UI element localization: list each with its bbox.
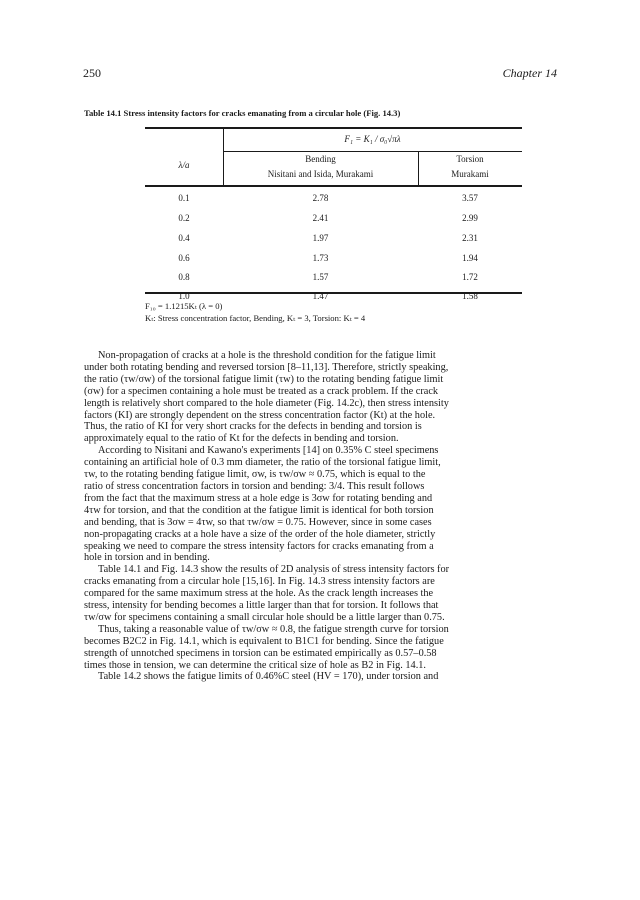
chapter-label: Chapter 14 xyxy=(502,66,557,80)
table-row-torsion: 2.99 xyxy=(462,213,478,223)
text-line: τw/σw for specimens containing a small circular hole should be a little larger than 0.75. xyxy=(84,611,445,623)
text-line: stress, intensity for bending becomes a little larger than that for torsion. It follows that xyxy=(84,600,439,612)
text-line: containing an artificial hole of 0.3 mm diameter, the ratio of the torsional fatigue limit, xyxy=(84,457,441,469)
paragraph xyxy=(84,445,556,564)
page-number: 250 xyxy=(83,66,101,80)
text-line: under both rotating bending and reversed torsion [8–11,13]. Therefore, strictly speaking, xyxy=(84,361,449,373)
text-line: becomes B2C2 in Fig. 14.1, which is equivalent to B1C1 for bending. Since the fatigue xyxy=(84,635,444,647)
text-line: strength of unnotched specimens in torsion can be estimated empirically as 0.57–0.58 xyxy=(84,647,437,659)
column-source-torsion: Murakami xyxy=(451,169,489,179)
table-group-rule xyxy=(223,151,522,152)
column-source-bending: Nisitani and Isida, Murakami xyxy=(267,169,374,179)
table-footnotes xyxy=(145,300,545,324)
text-line: and bending, that is 3σw = 4τw, so that τw/σw = 0.75. However, since in some cases xyxy=(84,516,432,528)
text-line: ratio of stress concentration factors in torsion and bending: 3/4. This result follows xyxy=(84,480,425,492)
table-row-bending: 1.47 xyxy=(312,291,329,301)
table-header-rule xyxy=(145,185,522,187)
paragraph xyxy=(84,624,556,672)
table-row-torsion: 1.94 xyxy=(462,253,478,263)
text-line: non-propagating cracks at a hole have a size of the order of the hole diameter, strictly xyxy=(84,528,436,540)
text-line: Table 14.2 shows the fatigue limits of 0.46%C steel (HV = 170), under torsion and xyxy=(98,671,439,683)
text-line: hole in torsion and in bending. xyxy=(84,552,210,564)
text-line: Non-propagation of cracks at a hole is the threshold condition for the fatigue limit xyxy=(98,350,436,361)
text-line: τw, to the rotating bending fatigue limit, σw, is τw/σw ≈ 0.75, which is equal to the xyxy=(84,469,426,481)
table-row-ratio: 0.2 xyxy=(178,213,190,223)
table-row-bending: 1.73 xyxy=(312,253,329,263)
table-caption xyxy=(84,108,564,118)
text-line: Thus, the ratio of KI for very short cracks for the defects in bending and torsion is xyxy=(84,421,422,433)
text-line: 4τw for torsion, and that the condition at the fatigue limit is identical for both torsion xyxy=(84,504,434,516)
text-line: approximately equal to the ratio of Kt for the defects in bending and torsion. xyxy=(84,433,399,445)
footnote-f10: F₁₀ = 1.1215Kₜ (λ = 0) xyxy=(145,301,223,311)
table-caption-text: Table 14.1 Stress intensity factors for cracks emanating from a circular hole (Fig. 14.3) xyxy=(84,108,401,118)
table-row-torsion: 2.31 xyxy=(462,233,478,243)
text-line: times those in tension, we can determine the critical size of hole as B2 in Fig. 14.1. xyxy=(84,659,427,671)
text-line: Table 14.1 and Fig. 14.3 show the results of 2D analysis of stress intensity factors for xyxy=(98,564,450,576)
text-line: from the fact that the maximum stress at a hole edge is 3σw for rotating bending and xyxy=(84,492,433,504)
stress-intensity-table xyxy=(145,127,522,301)
table-row-torsion: 1.72 xyxy=(462,272,478,282)
table-row-ratio: 0.4 xyxy=(178,233,190,243)
paragraph xyxy=(84,350,556,445)
table-formula: F₁ = K₁ / σ₀√πλ xyxy=(344,134,401,144)
text-line: the ratio (τw/σw) of the torsional fatigue limit (τw) to the rotating bending fatigue limit xyxy=(84,373,444,385)
text-line: factors (KI) are strongly dependent on the stress concentration factor (Kt) at the hole. xyxy=(84,409,436,421)
column-group-bending: Bending xyxy=(305,154,336,164)
text-line: (σw) for a specimen containing a hole must be treated as a crack problem. If the crack xyxy=(84,385,439,397)
body-text xyxy=(84,350,556,683)
table-row-bending: 1.97 xyxy=(312,233,329,243)
table-row-ratio: 1.0 xyxy=(178,291,190,301)
text-line: Thus, taking a reasonable value of τw/σw ≈ 0.8, the fatigue strength curve for torsion xyxy=(98,623,449,635)
paragraph xyxy=(84,564,556,624)
table-row-torsion: 3.57 xyxy=(462,193,478,203)
table-row-header: λ/a xyxy=(178,160,190,170)
table-row-bending: 1.57 xyxy=(312,272,329,282)
table-row-ratio: 0.1 xyxy=(178,193,190,203)
table-top-rule xyxy=(145,127,522,129)
column-group-torsion: Torsion xyxy=(456,154,484,164)
table-row-ratio: 0.8 xyxy=(178,272,190,282)
text-line: cracks emanating from a circular hole [15,16]. In Fig. 14.3 stress intensity factors are xyxy=(84,576,435,588)
text-line: speaking we need to compare the stress intensity factors for cracks emanating from a xyxy=(84,540,434,552)
text-line: According to Nisitani and Kawano's experiments [14] on 0.35% C steel specimens xyxy=(98,445,439,457)
footnote-kt: Kₜ: Stress concentration factor, Bending, Kₜ = 3, Torsion: Kₜ = 4 xyxy=(145,313,366,323)
text-line: length is relatively short compared to the hole diameter (Fig. 14.2c), then stress intensity xyxy=(84,397,449,409)
table-row-bending: 2.78 xyxy=(312,193,329,203)
table-row-torsion: 1.58 xyxy=(462,291,478,301)
text-line: compared for the same maximum stress at the hole. As the crack length increases the xyxy=(84,588,434,600)
table-row-bending: 2.41 xyxy=(312,213,329,223)
table-row-ratio: 0.6 xyxy=(178,253,190,263)
paragraph xyxy=(84,671,556,683)
